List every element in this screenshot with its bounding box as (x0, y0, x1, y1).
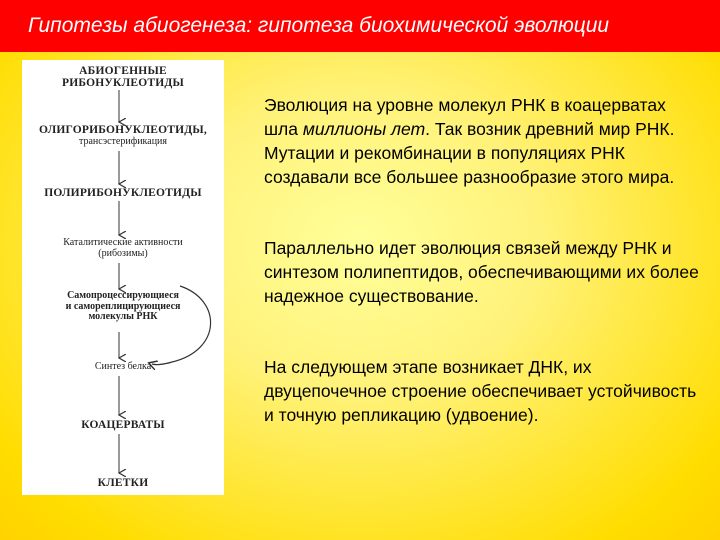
step-oligoribonucleotides: ОЛИГОРИБОНУКЛЕОТИДЫ, (39, 124, 207, 136)
evolution-scheme (22, 60, 224, 495)
step-abiogenic-ribonucleotides: АБИОГЕННЫЕ РИБОНУКЛЕОТИДЫ (62, 65, 184, 90)
slide-title: Гипотезы абиогенеза: гипотеза биохимической эволюции (0, 0, 720, 52)
emphasis-millions-years: миллионы лет (302, 119, 426, 139)
step-self-replicating-rna: Самопроцессирующиеся и самореплицирующиеся молекулы РНК (65, 290, 181, 322)
step-protein-synthesis: Синтез белка (94, 361, 152, 372)
step-catalytic-activity: Каталитические активности (рибозимы) (63, 237, 183, 259)
step-transesterification: трансэстерификация (78, 136, 167, 147)
step-polyribonucleotides: ПОЛИРИБОНУКЛЕОТИДЫ (44, 187, 202, 199)
paragraph-dna-stage: На следующем этапе возникает ДНК, их двуцепочечное строение обеспечивает устойчивость и точную репликацию (удвоение). (264, 357, 697, 425)
step-coacervates: КОАЦЕРВАТЫ (81, 419, 165, 431)
paragraph-parallel-evolution: Параллельно идет эволюция связей между РНК и синтезом полипептидов, обеспечивающими их более надежное существование. (264, 238, 699, 306)
step-cells: КЛЕТКИ (97, 477, 149, 489)
paragraph-rna-evolution: Эволюция на уровне молекул РНК в коацерватах шла миллионы лет. Так возник древний мир РНК. Мутации и рекомбинации в популяциях РНК создавали все большее разнообразие этого мира. (264, 95, 675, 187)
